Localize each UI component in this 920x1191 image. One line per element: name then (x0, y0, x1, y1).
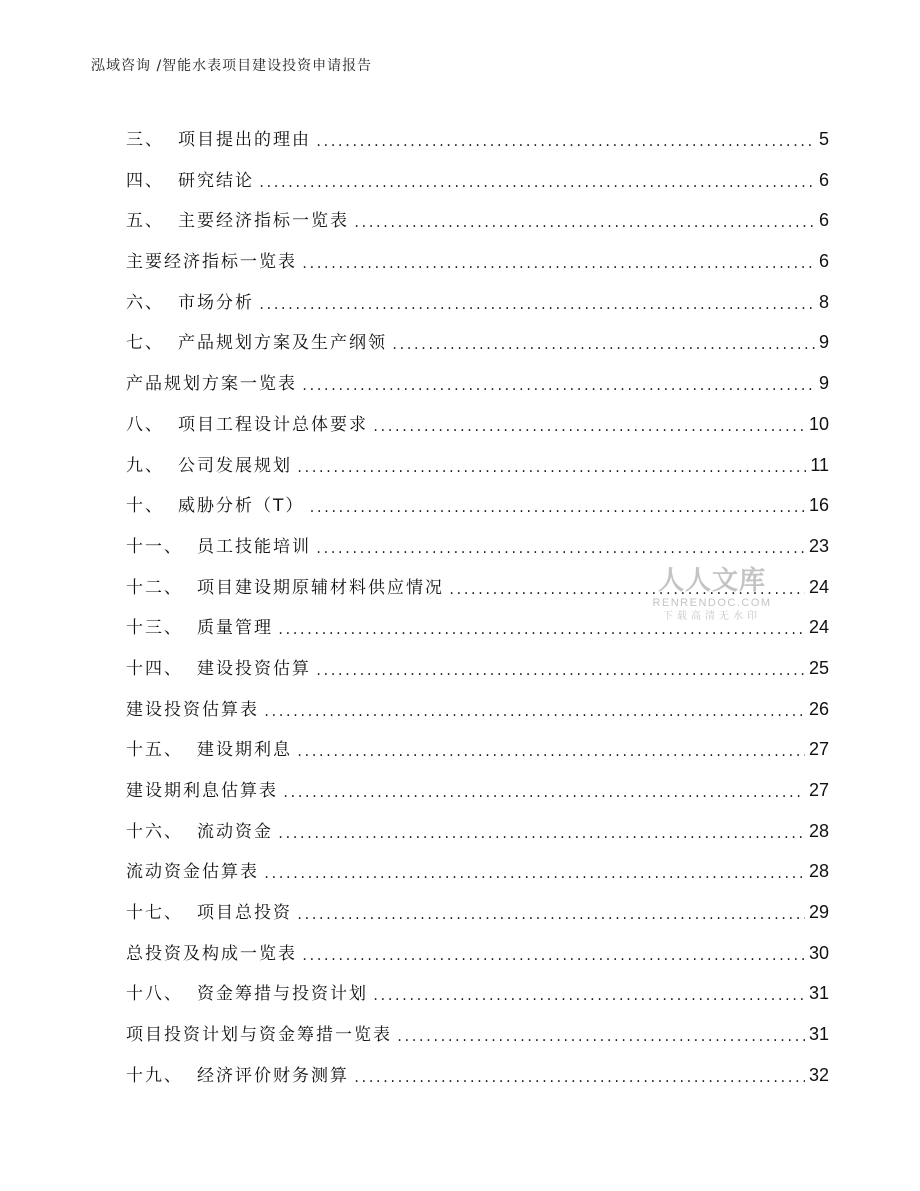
running-header: 泓域咨询 /智能水表项目建设投资申请报告 (91, 58, 373, 74)
toc-entry-number: 八、 (126, 414, 164, 435)
toc-entry-number: 七、 (126, 333, 164, 354)
toc-entry-page: 24 (808, 617, 829, 638)
toc-entry-title (126, 120, 311, 161)
toc-entry[interactable] (126, 200, 829, 241)
toc-entry[interactable] (126, 892, 829, 933)
toc-entry-page: 9 (818, 332, 829, 353)
toc-entry-text: 建设期利息 (197, 740, 292, 761)
toc-dot-leader (277, 610, 805, 651)
toc-entry-title (126, 568, 444, 609)
toc-entry-title (126, 364, 297, 405)
toc-dot-leader (353, 1058, 805, 1099)
toc-entry-title (126, 527, 311, 568)
toc-entry-text: 总投资及构成一览表 (126, 943, 297, 964)
watermark-domain: RENRENDOC.COM (652, 597, 772, 609)
toc-entry-title (126, 608, 273, 649)
toc-entry-number: 十三、 (126, 618, 183, 639)
toc-entry-text: 建设投资估算 (197, 658, 311, 679)
toc-entry-number: 十八、 (126, 984, 183, 1005)
toc-entry[interactable] (126, 1014, 829, 1055)
toc-entry[interactable] (126, 485, 829, 526)
toc-entry-title (126, 283, 254, 324)
toc-entry[interactable] (126, 851, 829, 892)
toc-entry-text: 流动资金估算表 (126, 862, 259, 883)
toc-entry-title (126, 730, 292, 771)
toc-entry[interactable] (126, 811, 829, 852)
toc-entry-text: 市场分析 (178, 292, 254, 313)
toc-entry[interactable] (126, 404, 829, 445)
toc-entry[interactable] (126, 648, 829, 689)
toc-entry-number: 十五、 (126, 740, 183, 761)
toc-entry-title (126, 161, 254, 202)
toc-dot-leader (263, 692, 805, 733)
toc-entry[interactable] (126, 363, 829, 404)
toc-entry-number: 三、 (126, 130, 164, 150)
toc-entry-number: 九、 (126, 455, 164, 476)
toc-entry[interactable] (126, 567, 829, 608)
toc-dot-leader (353, 203, 815, 244)
toc-entry-number: 十六、 (126, 821, 183, 842)
toc-entry-page: 8 (818, 291, 829, 312)
toc-entry-text: 项目提出的理由 (178, 130, 311, 150)
toc-dot-leader (372, 976, 805, 1017)
toc-entry-text: 主要经济指标一览表 (126, 252, 297, 273)
toc-dot-leader (308, 488, 805, 529)
toc-dot-leader (263, 854, 805, 895)
toc-entry-page: 9 (818, 373, 829, 394)
toc-entry-page: 11 (810, 454, 829, 475)
toc-entry-page: 6 (818, 210, 829, 231)
toc-entry-text: 资金筹措与投资计划 (197, 984, 368, 1005)
toc-entry[interactable] (126, 689, 829, 730)
toc-entry-title (126, 405, 368, 446)
toc-entry[interactable] (126, 973, 829, 1014)
toc-entry-title (126, 1015, 392, 1056)
toc-entry-title (126, 812, 273, 853)
toc-entry-number: 四、 (126, 170, 164, 191)
toc-dot-leader (296, 732, 805, 773)
toc-entry[interactable] (126, 445, 829, 486)
toc-entry-text: 项目投资计划与资金筹措一览表 (126, 1025, 392, 1046)
toc-entry-page: 5 (818, 129, 829, 149)
toc-entry[interactable] (126, 241, 829, 282)
toc-dot-leader (296, 448, 806, 489)
watermark-logo-text: 人人文库 (657, 566, 766, 596)
toc-entry-page: 16 (808, 495, 829, 516)
toc-dot-leader (282, 773, 805, 814)
toc-dot-leader (258, 285, 815, 326)
toc-entry-title (126, 1056, 349, 1097)
toc-entry[interactable] (126, 322, 829, 363)
toc-dot-leader (301, 244, 815, 285)
toc-entry-title (126, 446, 292, 487)
toc-dot-leader (448, 570, 805, 611)
toc-dot-leader (315, 122, 815, 163)
toc-entry-text: 质量管理 (197, 618, 273, 639)
toc-entry-title (126, 649, 311, 690)
toc-dot-leader (372, 407, 805, 448)
toc-entry-title (126, 201, 349, 242)
toc-entry-text: 员工技能培训 (197, 536, 311, 557)
toc-entry-text: 项目建设期原辅材料供应情况 (197, 577, 444, 598)
toc-entry-title (126, 934, 297, 975)
toc-entry-page: 24 (808, 576, 829, 597)
toc-entry-page: 31 (808, 1024, 829, 1045)
toc-entry[interactable] (126, 119, 829, 160)
toc-entry-page: 23 (808, 535, 829, 556)
toc-entry-page: 28 (808, 820, 829, 841)
toc-entry-page: 28 (808, 861, 829, 882)
toc-entry-number: 十一、 (126, 536, 183, 557)
toc-dot-leader (277, 814, 805, 855)
toc-dot-leader (258, 163, 815, 204)
toc-entry-page: 6 (818, 251, 829, 272)
toc-entry-title (126, 323, 387, 364)
toc-entry-page: 31 (808, 983, 829, 1004)
toc-entry-text: 产品规划方案一览表 (126, 374, 297, 395)
toc-entry[interactable] (126, 607, 829, 648)
toc-entry-text: 产品规划方案及生产纲领 (178, 333, 387, 354)
toc-entry-number: 六、 (126, 292, 164, 313)
toc-entry-text: 公司发展规划 (178, 455, 292, 476)
toc-dot-leader (315, 529, 805, 570)
toc-entry-number: 十二、 (126, 577, 183, 598)
toc-entry-text: 主要经济指标一览表 (178, 211, 349, 232)
toc-entry-title (126, 242, 297, 283)
toc-dot-leader (391, 325, 815, 366)
toc-entry-text: 经济评价财务测算 (197, 1065, 349, 1086)
toc-entry-page: 27 (808, 780, 829, 800)
toc-entry-text: 威胁分析（T） (178, 496, 305, 517)
toc-entry-page: 25 (808, 657, 829, 678)
toc-entry[interactable] (126, 526, 829, 567)
toc-entry-text: 项目总投资 (197, 903, 292, 924)
toc-entry[interactable] (126, 770, 829, 811)
toc-entry-title (126, 893, 292, 934)
toc-entry-page: 32 (808, 1064, 829, 1085)
toc-entry-text: 建设投资估算表 (126, 699, 259, 720)
toc-entry[interactable] (126, 1055, 829, 1096)
watermark-tagline: 下载高清无水印 (663, 611, 761, 622)
toc-dot-leader (396, 1017, 805, 1058)
toc-entry-title (126, 771, 278, 812)
table-of-contents (126, 119, 829, 1096)
toc-entry-number: 十、 (126, 496, 164, 517)
toc-dot-leader (315, 651, 805, 692)
toc-entry-text: 流动资金 (197, 821, 273, 842)
toc-entry-page: 6 (818, 169, 829, 190)
toc-entry-title (126, 690, 259, 731)
toc-entry-number: 五、 (126, 211, 164, 232)
toc-dot-leader (301, 936, 805, 977)
toc-entry-title (126, 486, 304, 527)
toc-entry[interactable] (126, 933, 829, 974)
toc-entry-page: 10 (808, 413, 829, 434)
toc-entry-text: 项目工程设计总体要求 (178, 414, 368, 435)
toc-entry-page: 26 (808, 698, 829, 719)
toc-entry-number: 十七、 (126, 903, 183, 924)
toc-entry-text: 研究结论 (178, 170, 254, 191)
toc-entry[interactable] (126, 282, 829, 323)
toc-entry-number: 十四、 (126, 658, 183, 679)
toc-entry-title (126, 852, 259, 893)
toc-entry-page: 29 (808, 902, 829, 923)
toc-entry[interactable] (126, 729, 829, 770)
toc-entry-text: 建设期利息估算表 (126, 781, 278, 801)
toc-entry[interactable] (126, 160, 829, 201)
toc-dot-leader (301, 366, 815, 407)
toc-dot-leader (296, 895, 805, 936)
toc-entry-page: 27 (808, 739, 829, 760)
toc-entry-title (126, 974, 368, 1015)
toc-entry-number: 十九、 (126, 1065, 183, 1086)
toc-entry-page: 30 (808, 942, 829, 963)
